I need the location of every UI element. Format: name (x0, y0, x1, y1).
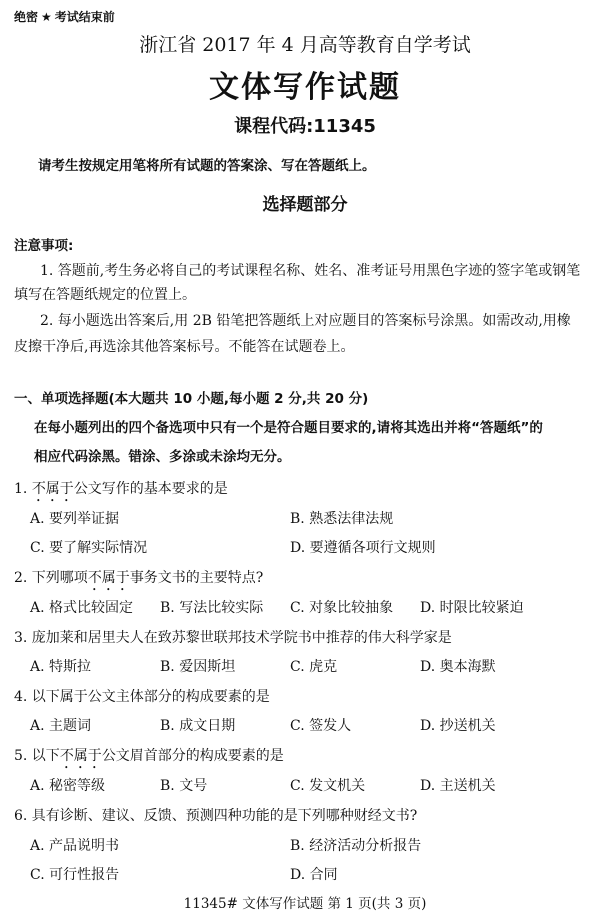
q2-option-b: B. 写法比较实际 (160, 600, 264, 616)
q3-option-a: A. 特斯拉 (30, 659, 92, 675)
star-icon: ★ (41, 10, 52, 24)
part-heading: 一、单项选择题(本大题共 10 小题,每小题 2 分,共 20 分) (14, 391, 369, 407)
page-footer: 11345# 文体写作试题 第 1 页(共 3 页) (183, 896, 427, 912)
q3-option-c: C. 虎克 (290, 659, 338, 675)
question-3: 3. 庞加莱和居里夫人在致苏黎世联邦技术学院书中推荐的伟大科学家是 (14, 630, 452, 646)
question-6: 6. 具有诊断、建议、反馈、预测四种功能的是下列哪种财经文书? (14, 808, 418, 824)
question-2: 2. 下列哪项不属于事务文书的主要特点? (14, 570, 264, 586)
notice-item-2-line-2: 皮擦干净后,再选涂其他答案标号。不能答在试题卷上。 (14, 339, 355, 355)
emphasis-text: 不属于 (59, 748, 102, 764)
q3-option-b: B. 爱因斯坦 (160, 659, 236, 675)
q1-option-d: D. 要遵循各项行文规则 (290, 540, 436, 556)
q1-option-c: C. 要了解实际情况 (30, 540, 148, 556)
question-5: 5. 以下不属于公文眉首部分的构成要素的是 (14, 748, 284, 764)
q4-option-c: C. 签发人 (290, 718, 352, 734)
q4-option-a: A. 主题词 (30, 718, 92, 734)
q5-option-c: C. 发文机关 (290, 778, 366, 794)
course-code: 课程代码:11345 (234, 116, 376, 137)
q2-option-c: C. 对象比较抽象 (290, 600, 394, 616)
notice-item-2-line-1: 2. 每小题选出答案后,用 2B 铅笔把答题纸上对应题目的答案标号涂黑。如需改动,用橡 (40, 313, 571, 329)
question-4: 4. 以下属于公文主体部分的构成要素的是 (14, 689, 270, 705)
q4-option-d: D. 抄送机关 (420, 718, 496, 734)
q5-option-b: B. 文号 (160, 778, 208, 794)
answer-instruction: 请考生按规定用笔将所有试题的答案涂、写在答题纸上。 (38, 158, 376, 174)
q6-option-d: D. 合同 (290, 867, 338, 883)
part-desc-line-1: 在每小题列出的四个备选项中只有一个是符合题目要求的,请将其选出并将“答题纸”的 (34, 420, 543, 436)
exam-title: 浙江省 2017 年 4 月高等教育自学考试 (139, 34, 471, 56)
question-1: 1. 不属于公文写作的基本要求的是 (14, 481, 228, 497)
q6-option-c: C. 可行性报告 (30, 867, 120, 883)
q2-option-d: D. 时限比较紧迫 (420, 600, 524, 616)
q2-option-a: A. 格式比较固定 (30, 600, 134, 616)
q5-option-a: A. 秘密等级 (30, 778, 106, 794)
notice-item-1-line-1: 1. 答题前,考生务必将自己的考试课程名称、姓名、准考证号用黑色字迹的签字笔或钢笔 (40, 263, 581, 279)
notice-item-1-line-2: 填写在答题纸规定的位置上。 (14, 287, 196, 303)
q6-option-b: B. 经济活动分析报告 (290, 838, 422, 854)
confidential-mark (14, 8, 115, 25)
confidential-note: 考试结束前 (54, 10, 115, 24)
notice-heading: 注意事项: (14, 238, 74, 254)
paper-title: 文体写作试题 (209, 70, 401, 105)
q5-option-d: D. 主送机关 (420, 778, 496, 794)
section-title: 选择题部分 (262, 195, 348, 215)
emphasis-text: 不属于 (87, 570, 130, 586)
q1-option-a: A. 要列举证据 (30, 511, 120, 527)
q6-option-a: A. 产品说明书 (30, 838, 120, 854)
part-desc-line-2: 相应代码涂黑。错涂、多涂或未涂均无分。 (34, 449, 291, 465)
q4-option-b: B. 成文日期 (160, 718, 236, 734)
q3-option-d: D. 奥本海默 (420, 659, 496, 675)
q1-option-b: B. 熟悉法律法规 (290, 511, 394, 527)
confidential-label: 绝密 (14, 10, 39, 24)
emphasis-text: 不属于 (31, 481, 74, 497)
